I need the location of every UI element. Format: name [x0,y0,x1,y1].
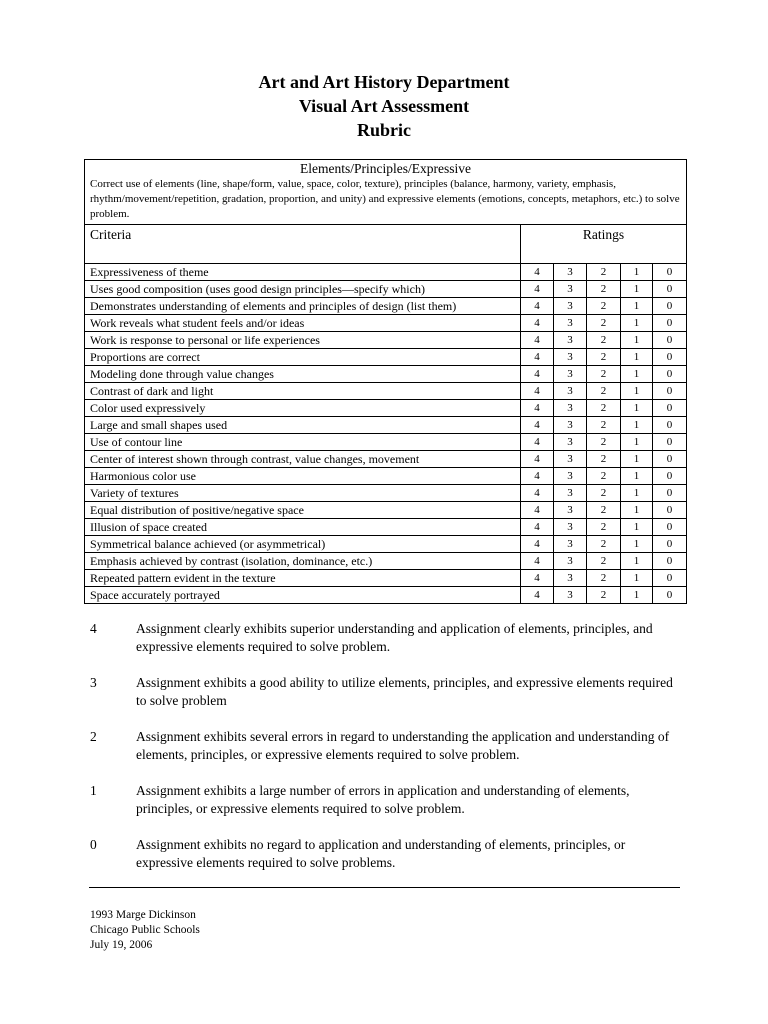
rating-cell: 0 [653,468,687,485]
rating-cell: 4 [521,519,554,536]
level-score: 2 [90,729,97,744]
criteria-label: Symmetrical balance achieved (or asymmetrical) [85,536,521,553]
criteria-row [85,366,687,383]
rating-cell: 3 [554,587,587,604]
rating-cell: 0 [653,332,687,349]
criteria-label: Harmonious color use [85,468,521,485]
criteria-label: Color used expressively [85,400,521,417]
rating-cell: 1 [621,383,653,400]
criteria-label: Proportions are correct [85,349,521,366]
criteria-label: Repeated pattern evident in the texture [85,570,521,587]
intro-text: Correct use of elements (line, shape/form, value, space, color, texture), principles (balance, harmony, variety, emphasis, rhythm/movement/repetition, gradation, proportion, and unity) and expressive elements (emotions, concepts, metaphors, etc.) to solve problem. [90,178,680,220]
rating-level [90,620,690,656]
rating-cell: 4 [521,315,554,332]
rating-cell: 4 [521,468,554,485]
rating-cell: 3 [554,536,587,553]
rating-cell: 0 [653,553,687,570]
level-score: 4 [90,621,97,636]
rating-cell: 2 [587,400,621,417]
rating-cell: 2 [587,417,621,434]
rating-cell: 0 [653,264,687,281]
rating-scale [90,620,690,890]
rating-cell: 1 [621,451,653,468]
rating-cell: 1 [621,587,653,604]
rating-cell: 4 [521,417,554,434]
rating-cell: 4 [521,298,554,315]
rating-cell: 2 [587,349,621,366]
rating-cell: 1 [621,298,653,315]
intro-row [85,160,687,225]
rating-cell: 2 [587,587,621,604]
title-assessment: Visual Art Assessment [298,96,470,116]
rubric-table [84,159,687,604]
criteria-label: Work reveals what student feels and/or ideas [85,315,521,332]
criteria-label: Expressiveness of theme [85,264,521,281]
rating-cell: 1 [621,519,653,536]
criteria-header: Criteria [85,225,521,264]
level-score: 0 [90,837,97,852]
rating-cell: 0 [653,281,687,298]
rating-cell: 1 [621,417,653,434]
rating-cell: 4 [521,434,554,451]
rating-cell: 1 [621,485,653,502]
rating-cell: 1 [621,553,653,570]
rating-cell: 2 [587,485,621,502]
criteria-row [85,519,687,536]
criteria-label: Illusion of space created [85,519,521,536]
rating-cell: 4 [521,553,554,570]
criteria-label: Uses good composition (uses good design principles—specify which) [85,281,521,298]
rating-cell: 0 [653,570,687,587]
criteria-row [85,434,687,451]
level-score: 3 [90,675,97,690]
document-title [0,70,768,142]
level-description: Assignment clearly exhibits superior understanding and application of elements, principles, and expressive elements required to solve problem. [136,621,653,654]
level-score: 1 [90,783,97,798]
rating-cell: 4 [521,502,554,519]
rating-cell: 0 [653,366,687,383]
rating-cell: 0 [653,417,687,434]
rating-cell: 0 [653,502,687,519]
rating-cell: 2 [587,570,621,587]
footer-organization: Chicago Public Schools [90,924,200,936]
rating-cell: 4 [521,536,554,553]
rating-level [90,728,690,764]
rating-cell: 1 [621,570,653,587]
criteria-row [85,298,687,315]
rating-cell: 2 [587,502,621,519]
level-description: Assignment exhibits a large number of errors in application and understanding of elements, principles, or expressive elements required to solve problem. [136,783,630,816]
rating-cell: 4 [521,264,554,281]
rating-cell: 4 [521,451,554,468]
rating-cell: 2 [587,332,621,349]
rating-cell: 3 [554,434,587,451]
criteria-label: Variety of textures [85,485,521,502]
rating-cell: 2 [587,519,621,536]
criteria-row [85,400,687,417]
rating-cell: 2 [587,298,621,315]
criteria-row [85,315,687,332]
rating-cell: 3 [554,468,587,485]
rating-cell: 0 [653,315,687,332]
criteria-label: Work is response to personal or life experiences [85,332,521,349]
rating-cell: 3 [554,553,587,570]
title-department: Art and Art History Department [258,72,510,92]
criteria-row [85,553,687,570]
footer [90,908,200,953]
rating-cell: 4 [521,570,554,587]
criteria-label: Use of contour line [85,434,521,451]
rating-cell: 1 [621,536,653,553]
rating-level [90,782,690,818]
level-description: Assignment exhibits no regard to application and understanding of elements, principles, or expressive elements required to solve problems. [136,837,626,870]
criteria-row [85,587,687,604]
rating-cell: 3 [554,264,587,281]
rating-cell: 1 [621,502,653,519]
rating-cell: 4 [521,349,554,366]
title-rubric: Rubric [357,120,411,140]
criteria-label: Large and small shapes used [85,417,521,434]
criteria-row [85,570,687,587]
rating-cell: 3 [554,451,587,468]
footer-author: 1993 Marge Dickinson [90,909,196,921]
criteria-row [85,468,687,485]
rating-cell: 2 [587,281,621,298]
rating-cell: 0 [653,587,687,604]
rating-cell: 2 [587,553,621,570]
level-description: Assignment exhibits several errors in regard to understanding the application and understanding of elements, principles, or expressive elements required to solve problem. [136,729,670,762]
footer-divider [89,887,680,888]
rating-cell: 3 [554,400,587,417]
rating-cell: 2 [587,366,621,383]
rating-cell: 3 [554,315,587,332]
criteria-row [85,349,687,366]
intro-cell [85,160,687,225]
intro-heading: Elements/Principles/Expressive [300,161,471,176]
rating-cell: 2 [587,264,621,281]
rating-cell: 2 [587,434,621,451]
rating-cell: 1 [621,332,653,349]
rating-cell: 1 [621,366,653,383]
rating-cell: 3 [554,332,587,349]
rating-level [90,674,690,710]
rating-cell: 0 [653,519,687,536]
rating-cell: 2 [587,536,621,553]
rating-cell: 0 [653,536,687,553]
rating-cell: 2 [587,315,621,332]
rating-cell: 3 [554,485,587,502]
rating-cell: 4 [521,485,554,502]
rating-level [90,836,690,872]
criteria-label: Space accurately portrayed [85,587,521,604]
rating-cell: 4 [521,366,554,383]
ratings-header: Ratings [521,225,687,264]
rating-cell: 2 [587,468,621,485]
rating-cell: 1 [621,434,653,451]
rating-cell: 0 [653,400,687,417]
criteria-label: Equal distribution of positive/negative space [85,502,521,519]
rating-cell: 4 [521,400,554,417]
footer-date: July 19, 2006 [90,939,153,951]
criteria-row [85,332,687,349]
rating-cell: 0 [653,434,687,451]
criteria-label: Center of interest shown through contrast, value changes, movement [85,451,521,468]
criteria-row [85,502,687,519]
rating-cell: 3 [554,383,587,400]
header-row [85,225,687,264]
criteria-row [85,281,687,298]
rating-cell: 2 [587,451,621,468]
rating-cell: 3 [554,366,587,383]
rating-cell: 1 [621,400,653,417]
rating-cell: 0 [653,485,687,502]
criteria-label: Emphasis achieved by contrast (isolation, dominance, etc.) [85,553,521,570]
rating-cell: 0 [653,298,687,315]
criteria-label: Demonstrates understanding of elements and principles of design (list them) [85,298,521,315]
rating-cell: 3 [554,417,587,434]
level-description: Assignment exhibits a good ability to utilize elements, principles, and expressive elements required to solve problem [136,675,673,708]
rating-cell: 1 [621,281,653,298]
criteria-row [85,536,687,553]
rating-cell: 3 [554,502,587,519]
rating-cell: 4 [521,383,554,400]
criteria-row [85,417,687,434]
rating-cell: 4 [521,281,554,298]
criteria-row [85,383,687,400]
criteria-label: Modeling done through value changes [85,366,521,383]
rating-cell: 3 [554,570,587,587]
rating-cell: 4 [521,332,554,349]
rating-cell: 3 [554,519,587,536]
rating-cell: 4 [521,587,554,604]
rating-cell: 3 [554,281,587,298]
rating-cell: 2 [587,383,621,400]
criteria-row [85,485,687,502]
criteria-row [85,264,687,281]
rating-cell: 0 [653,451,687,468]
criteria-row [85,451,687,468]
rating-cell: 1 [621,468,653,485]
rating-cell: 3 [554,349,587,366]
rating-cell: 3 [554,298,587,315]
rating-cell: 1 [621,264,653,281]
rating-cell: 0 [653,349,687,366]
rating-cell: 1 [621,315,653,332]
criteria-label: Contrast of dark and light [85,383,521,400]
rating-cell: 1 [621,349,653,366]
rating-cell: 0 [653,383,687,400]
